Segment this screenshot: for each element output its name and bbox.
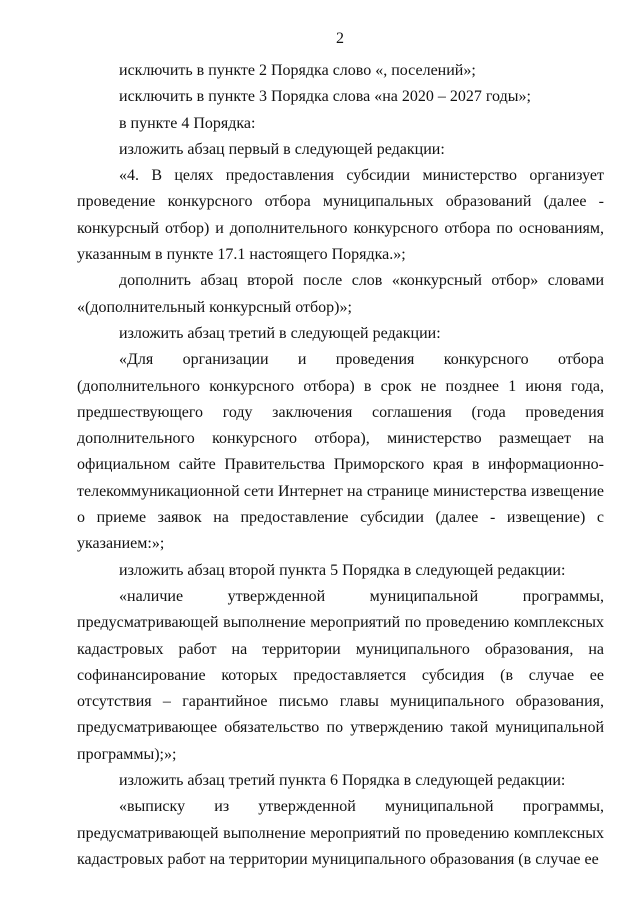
paragraph-exclude-years: исключить в пункте 3 Порядка слова «на 2020 – 2027 годы»; <box>119 88 531 106</box>
paragraph-second-abzac-addition: дополнить абзац второй после слов «конкурсный отбор» словами «(дополнительный конкурсный отбор)»; <box>77 272 604 316</box>
document-body <box>77 58 604 873</box>
paragraph-point-4-text: «4. В целях предоставления субсидии министерство организует проведение конкурсного отбора муниципальных образований (далее - конкурсный отбор) и дополнительного конкурсного отбора по основаниям, указанным в пункте 17.1 настоящего Порядка.»; <box>77 167 604 264</box>
paragraph-first-abzac-instruction: изложить абзац первый в следующей редакции: <box>119 140 445 158</box>
paragraph-program-extract: «выписку из утвержденной муниципальной программы, предусматривающей выполнение мероприятий по проведению комплексных кадастровых работ на территории муниципального образования (в случае ее <box>77 798 604 868</box>
paragraph-point-5-instruction: изложить абзац второй пункта 5 Порядка в следующей редакции: <box>119 561 566 579</box>
paragraph-third-abzac-instruction: изложить абзац третий в следующей редакции: <box>119 324 441 342</box>
paragraph-point-6-instruction: изложить абзац третий пункта 6 Порядка в следующей редакции: <box>119 772 566 790</box>
paragraph-competition-notice: «Для организации и проведения конкурсного отбора (дополнительного конкурсного отбора) в срок не позднее 1 июня года, предшествующего году заключения соглашения (года проведения дополнительного конкурсного отбора), министерство размещает на официальном сайте Правительства Приморского края в информационно-телекоммуникационной сети Интернет на странице министерства извещение о приеме заявок на предоставление субсидии (далее - извещение) с указанием:»; <box>77 351 604 553</box>
paragraph-exclude-settlements: исключить в пункте 2 Порядка слово «, поселений»; <box>119 62 476 79</box>
paragraph-point-4: в пункте 4 Порядка: <box>119 114 256 132</box>
paragraph-municipal-program: «наличие утвержденной муниципальной программы, предусматривающей выполнение мероприятий по проведению комплексных кадастровых работ на территории муниципального образования, на софинансирование которых предоставляется субсидия (в случае ее отсутствия – гарантийное письмо главы муниципального образования, предусматривающее обязательство по утверждению такой муниципальной программы);»; <box>77 587 604 763</box>
page-number: 2 <box>336 30 344 47</box>
